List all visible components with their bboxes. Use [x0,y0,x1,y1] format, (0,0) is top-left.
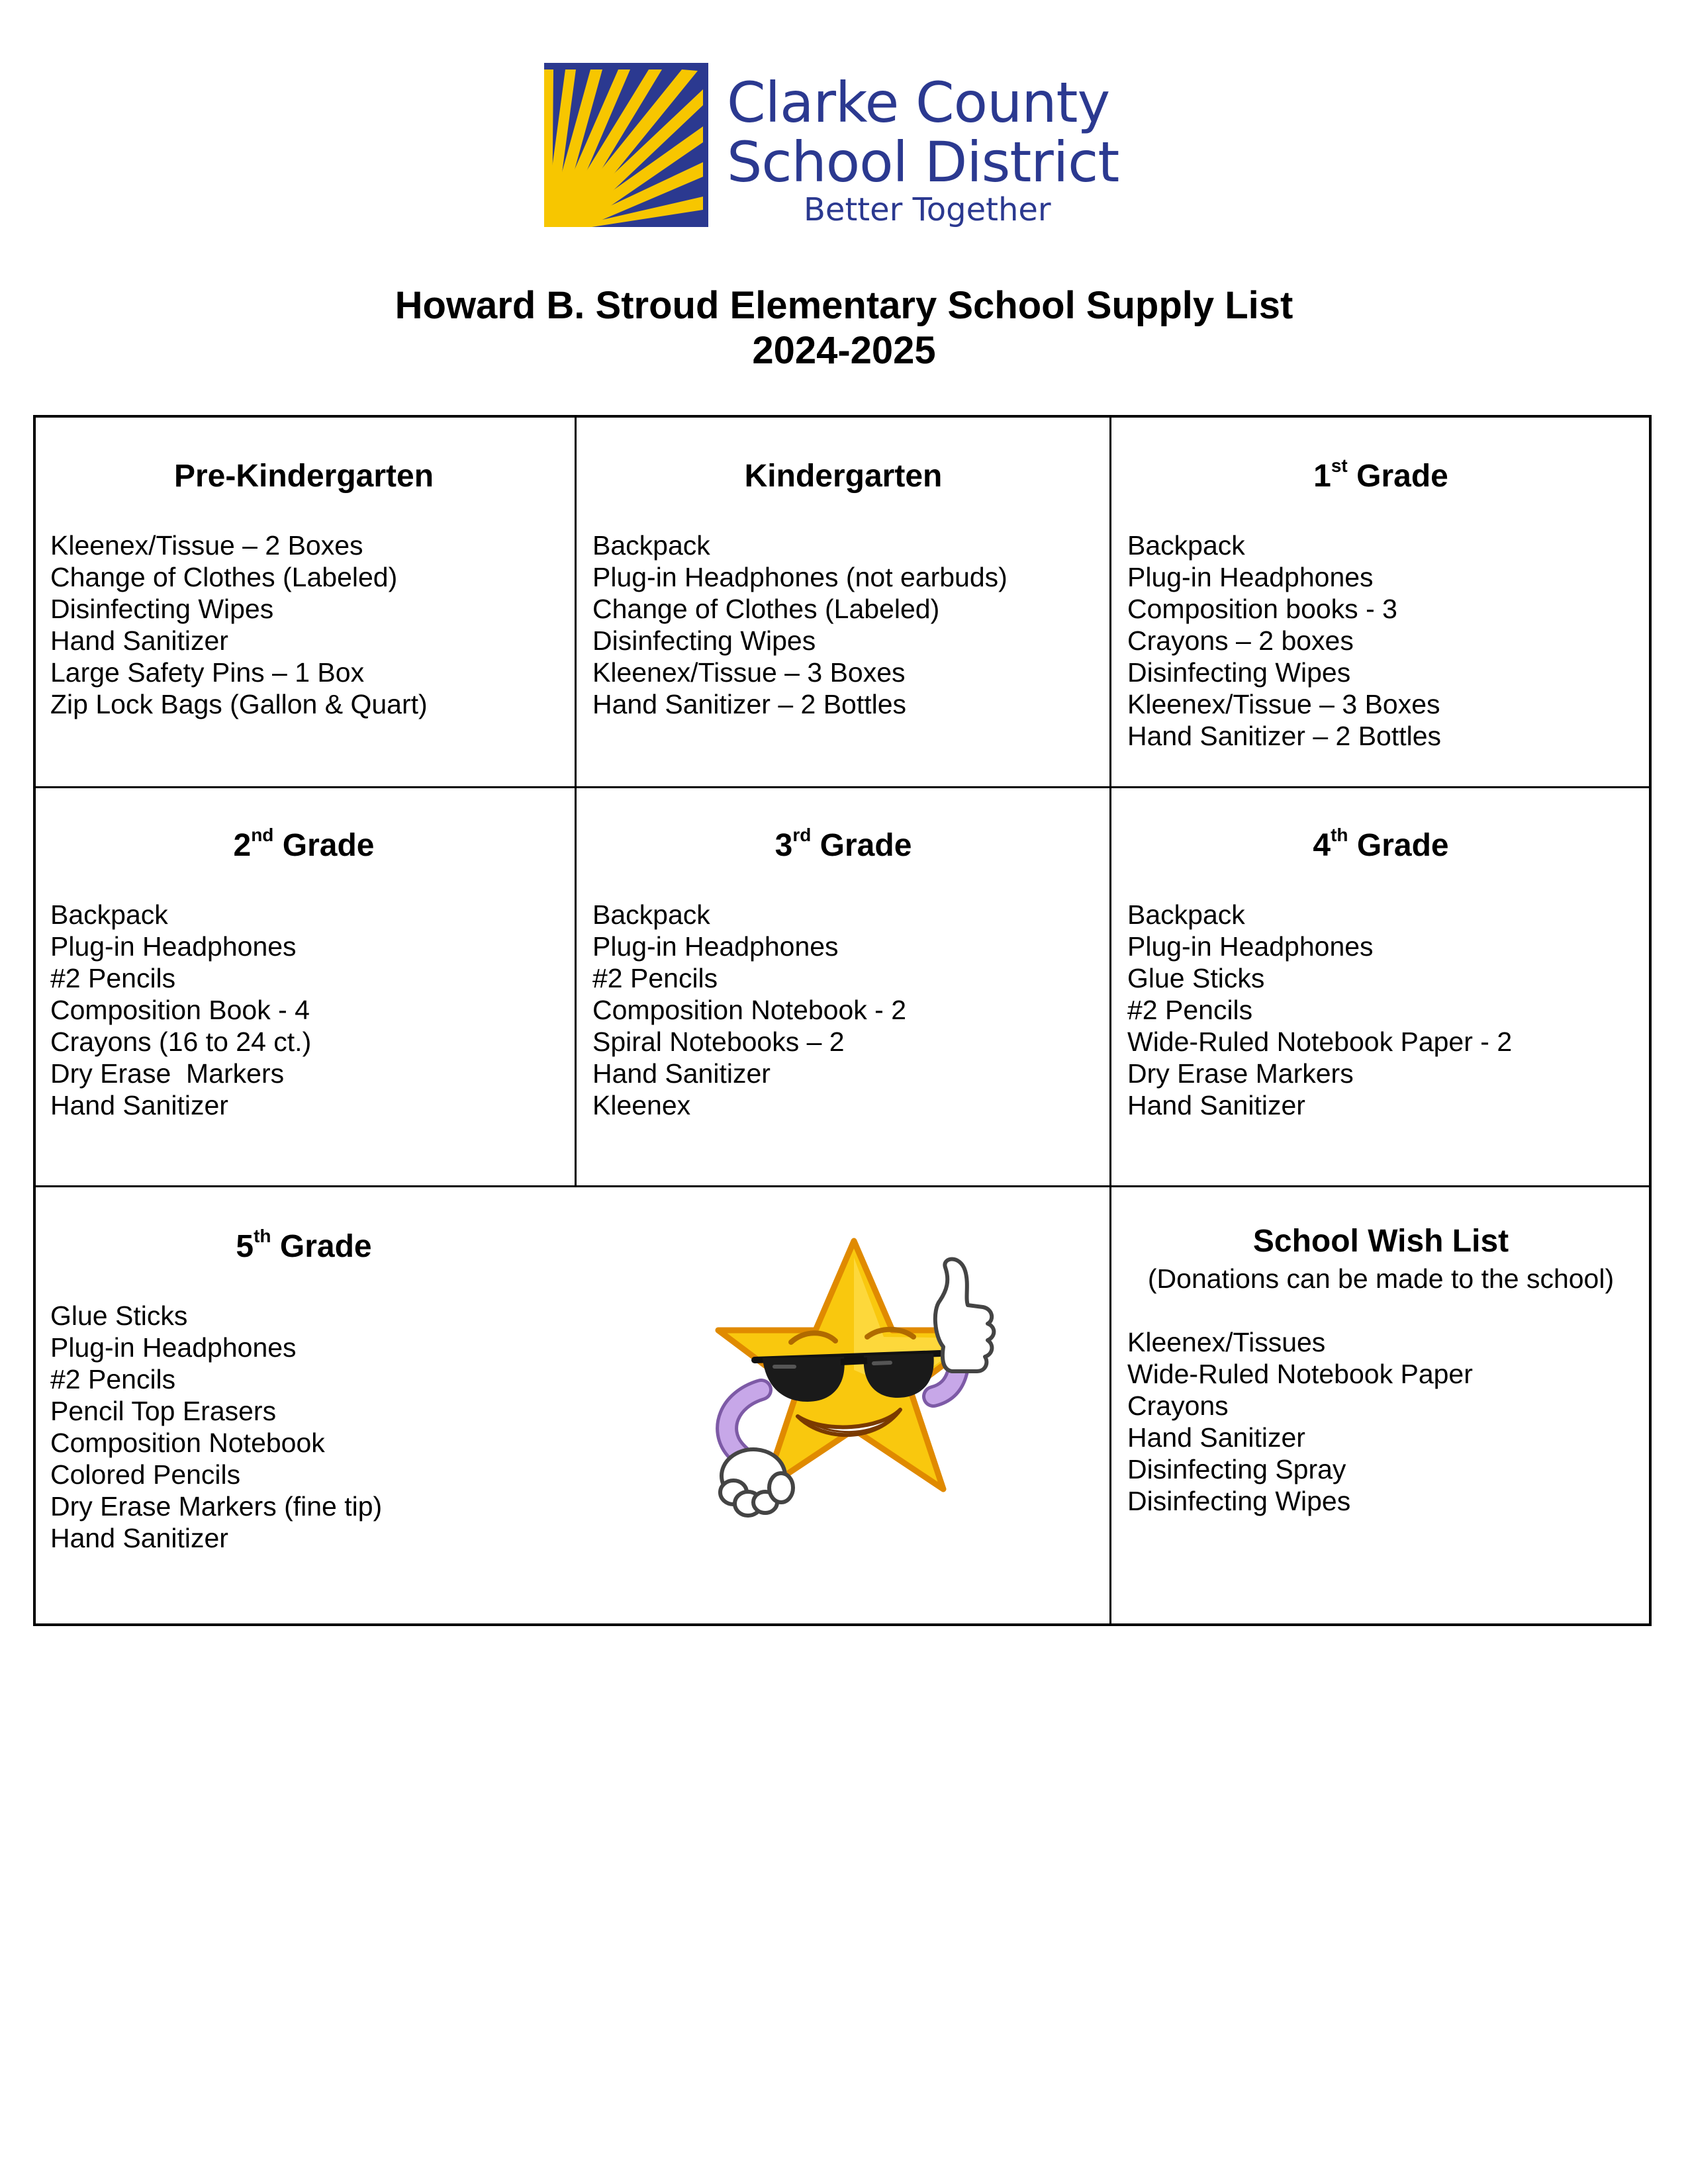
list-item: Composition books - 3 [1127,594,1397,624]
list-item: Hand Sanitizer [1127,1090,1305,1120]
list-item: Hand Sanitizer [1127,1422,1305,1453]
list-item: Composition Book - 4 [50,995,310,1025]
list-item: Disinfecting Wipes [1127,1486,1351,1516]
list-item: Backpack [50,899,168,930]
wish-list-subheading: (Donations can be made to the school) [1147,1263,1615,1294]
list-item: Crayons (16 to 24 ct.) [50,1026,312,1057]
list-item: Kleenex/Tissue – 3 Boxes [1127,689,1440,719]
list-item: Glue Sticks [1127,963,1265,993]
grade-number: 5 [236,1229,254,1264]
list-item: Pencil Top Erasers [50,1396,277,1426]
ordinal-suffix: th [1331,825,1348,845]
list-item: Plug-in Headphones (not earbuds) [592,562,1008,592]
list-item: Kleenex/Tissues [1127,1327,1326,1357]
list-item: Composition Notebook [50,1428,325,1458]
list-item: Plug-in Headphones [592,931,839,962]
cell-heading [50,827,557,864]
title-line-2: 2024-2025 [752,329,936,372]
cell-1st-grade [1127,455,1634,762]
grade-word: Grade [1356,828,1449,863]
grade-word: Grade [282,828,375,863]
list-item: Disinfecting Wipes [1127,657,1351,688]
star-mascot-icon [682,1231,1013,1549]
table-border-right [1649,415,1652,1626]
grade-number: 1 [1313,459,1331,494]
list-item: Kleenex/Tissue – 3 Boxes [592,657,906,688]
cell-pre-kindergarten [50,458,557,731]
list-item: Backpack [592,530,710,561]
list-item: Dry Erase Markers (fine tip) [50,1491,383,1522]
supply-list [50,1300,557,1554]
list-item: Dry Erase Markers [1127,1058,1354,1089]
list-item: #2 Pencils [50,1364,176,1394]
title-line-1: Howard B. Stroud Elementary School Supply List [395,284,1293,327]
list-item: Disinfecting Spray [1127,1454,1346,1484]
list-item: Dry Erase Markers [50,1058,285,1089]
ordinal-suffix: rd [792,825,812,845]
list-item: Hand Sanitizer [50,1090,228,1120]
wish-list-heading: School Wish List [1252,1224,1509,1259]
list-item: Colored Pencils [50,1459,241,1490]
list-item: #2 Pencils [1127,995,1253,1025]
list-item: Backpack [592,899,710,930]
cell-school-wish-list [1127,1223,1634,1527]
list-item: Plug-in Headphones [50,1332,297,1363]
grade-number: 4 [1313,828,1331,863]
list-item: Hand Sanitizer [50,1523,228,1553]
list-item: Kleenex/Tissue – 2 Boxes [50,530,363,561]
list-item: #2 Pencils [50,963,176,993]
supply-list [1127,529,1634,752]
supply-list [50,529,557,720]
logo-tagline: Better Together [804,191,1051,228]
list-item: Hand Sanitizer – 2 Bottles [1127,721,1442,751]
list-item: Backpack [1127,899,1245,930]
list-item: Hand Sanitizer [592,1058,771,1089]
ordinal-suffix: th [254,1226,271,1246]
row-divider-1 [33,786,1652,788]
logo-line-1: Clarke County [727,70,1110,135]
list-item: Plug-in Headphones [1127,931,1374,962]
cell-4th-grade [1127,827,1634,1132]
grade-word: Grade [820,828,912,863]
list-item: Hand Sanitizer – 2 Bottles [592,689,907,719]
cell-kindergarten [592,458,1094,731]
list-item: Large Safety Pins – 1 Box [50,657,365,688]
list-item: Change of Clothes (Labeled) [592,594,940,624]
list-item: Backpack [1127,530,1245,561]
table-border-bottom [33,1623,1652,1626]
list-item: Wide-Ruled Notebook Paper - 2 [1127,1026,1513,1057]
table-border-top [33,415,1652,418]
wish-list [1127,1326,1634,1517]
supply-list [592,529,1094,720]
grade-word: Grade [279,1229,372,1264]
list-item: Hand Sanitizer [50,625,228,656]
cell-2nd-grade [50,827,557,1132]
cell-5th-grade [50,1228,557,1565]
list-item: Change of Clothes (Labeled) [50,562,398,592]
list-item: Spiral Notebooks – 2 [592,1026,845,1057]
ordinal-suffix: nd [251,825,274,845]
col-divider-2 [1109,415,1111,1626]
row-divider-2 [33,1185,1652,1187]
grade-number: 2 [233,828,252,863]
cell-heading: Pre-Kindergarten [173,459,434,494]
list-item: Kleenex [592,1090,691,1120]
cell-heading [1127,827,1634,864]
ordinal-suffix: st [1331,455,1348,476]
list-item: Wide-Ruled Notebook Paper [1127,1359,1473,1389]
supply-list [50,899,557,1121]
supply-list [1127,899,1634,1121]
cell-heading [50,1228,557,1265]
list-item: Plug-in Headphones [50,931,297,962]
list-item: Disinfecting Wipes [50,594,274,624]
cell-heading [592,827,1094,864]
col-divider-1 [575,415,577,1187]
cell-heading [1127,455,1634,495]
list-item: #2 Pencils [592,963,718,993]
list-item: Composition Notebook - 2 [592,995,907,1025]
cell-heading: Kindergarten [744,459,943,494]
list-item: Glue Sticks [50,1300,188,1331]
list-item: Plug-in Headphones [1127,562,1374,592]
list-item: Disinfecting Wipes [592,625,816,656]
grade-word: Grade [1356,459,1448,494]
list-item: Crayons [1127,1390,1229,1421]
cell-3rd-grade [592,827,1094,1132]
grade-number: 3 [774,828,793,863]
table-border-left [33,415,36,1626]
logo-line-2: School District [727,130,1119,195]
supply-list [592,899,1094,1121]
list-item: Crayons – 2 boxes [1127,625,1354,656]
list-item: Zip Lock Bags (Gallon & Quart) [50,689,428,719]
